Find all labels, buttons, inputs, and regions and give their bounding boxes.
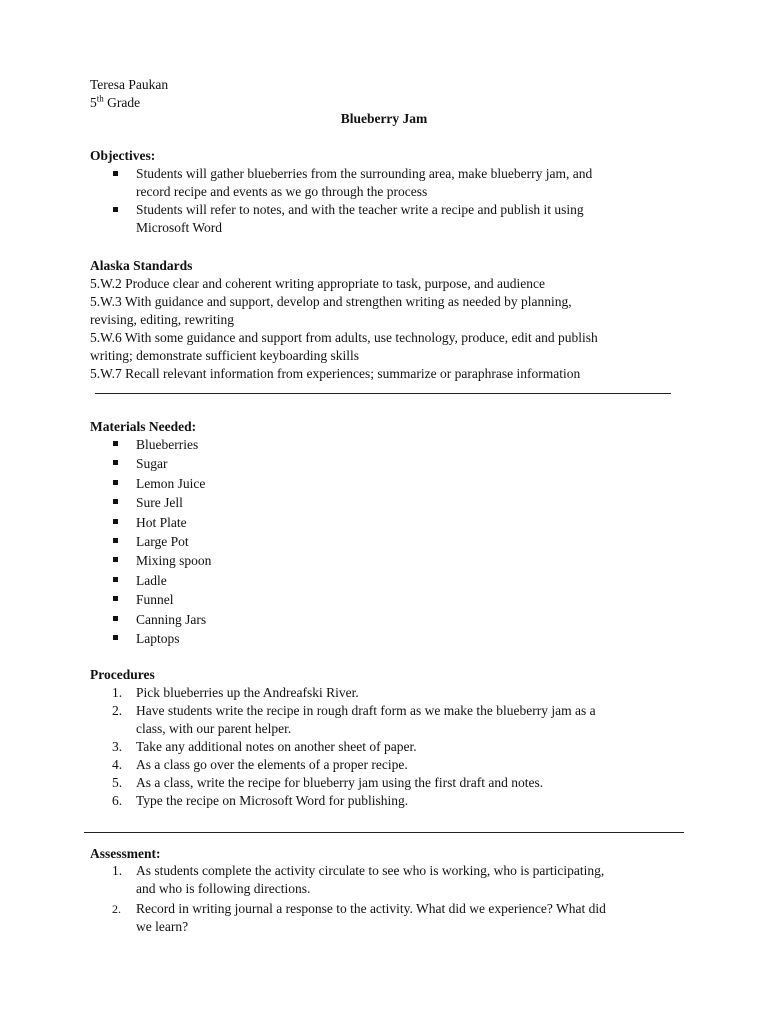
material-item: Mixing spoon [90,551,690,570]
material-item: Funnel [90,590,690,609]
material-item: Laptops [90,629,690,648]
standards-heading: Alaska Standards [90,258,193,273]
procedure-item [90,702,690,738]
item-number: 5. [112,775,123,790]
standard-line: 5.W.6 With some guidance and support from adults, use technology, produce, edit and publish [90,330,598,345]
assessment-item [90,862,690,898]
objectives-list [90,165,690,237]
procedure-line: Pick blueberries up the Andreafski River. [136,685,359,700]
objective-line: Students will gather blueberries from the surrounding area, make blueberry jam, and [136,166,593,181]
item-number: 3. [112,739,123,754]
procedure-line: class, with our parent helper. [136,721,292,736]
standard-line: 5.W.3 With guidance and support, develop and strengthen writing as needed by planning, [90,294,572,309]
document-title: Blueberry Jam [340,111,428,126]
objective-item [90,165,690,201]
item-number: 1. [112,863,123,878]
material-item: Lemon Juice [90,474,690,493]
procedure-item [90,684,690,702]
procedures-list [90,684,690,810]
materials-heading: Materials Needed: [90,419,197,434]
assessment-item [90,900,690,936]
objective-line: Microsoft Word [136,220,223,235]
section-divider [95,393,671,394]
procedure-line: Have students write the recipe in rough draft form as we make the blueberry jam as a [136,703,596,718]
item-number: 4. [112,757,123,772]
procedure-item [90,738,690,756]
standard-line: writing; demonstrate sufficient keyboarding skills [90,348,359,363]
material-item: Sugar [90,454,690,473]
author-name: Teresa Paukan [90,77,169,92]
standards-block [90,275,710,383]
procedure-item [90,774,690,792]
material-item: Blueberries [90,435,690,454]
standard-line: revising, editing, rewriting [90,312,234,327]
standard-line: 5.W.7 Recall relevant information from experiences; summarize or paraphrase information [90,366,581,381]
objectives-heading: Objectives: [90,148,156,163]
grade-suffix: th [96,93,104,104]
objective-item [90,201,690,237]
item-number: 2. [112,902,121,916]
procedure-item [90,792,690,810]
material-item: Canning Jars [90,610,690,629]
objective-line: record recipe and events as we go through the process [136,184,428,199]
objective-line: Students will refer to notes, and with the teacher write a recipe and publish it using [136,202,584,217]
assessment-list [90,862,690,936]
procedure-line: Type the recipe on Microsoft Word for publishing. [136,793,409,808]
material-item: Hot Plate [90,513,690,532]
assessment-line: As students complete the activity circulate to see who is working, who is participating, [136,863,605,878]
item-number: 6. [112,793,123,808]
material-item: Sure Jell [90,493,690,512]
item-number: 2. [112,703,123,718]
procedure-item [90,756,690,774]
material-item: Ladle [90,571,690,590]
procedure-line: Take any additional notes on another sheet of paper. [136,739,417,754]
assessment-heading: Assessment: [90,846,161,861]
procedure-line: As a class go over the elements of a proper recipe. [136,757,408,772]
materials-list [90,435,690,648]
material-item: Large Pot [90,532,690,551]
procedures-heading: Procedures [90,667,155,682]
grade-number: 5 [90,95,97,110]
assessment-line: and who is following directions. [136,881,311,896]
assessment-line: Record in writing journal a response to the activity. What did we experience? What did [136,901,606,916]
assessment-line: we learn? [136,919,189,934]
standard-line: 5.W.2 Produce clear and coherent writing appropriate to task, purpose, and audience [90,276,545,291]
procedure-line: As a class, write the recipe for blueberry jam using the first draft and notes. [136,775,544,790]
grade-word: Grade [107,95,141,110]
section-divider [84,832,684,833]
item-number: 1. [112,685,123,700]
